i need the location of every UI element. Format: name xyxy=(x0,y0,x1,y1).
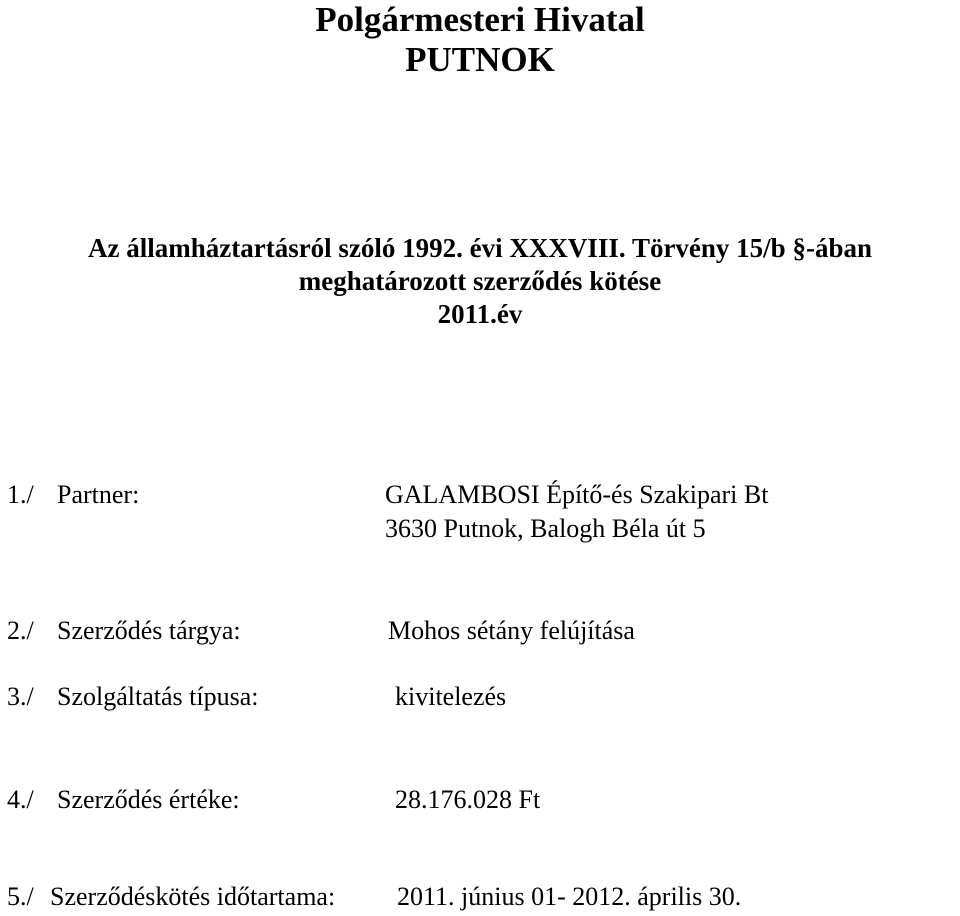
item-number: 4./ xyxy=(7,785,34,814)
item-number: 3./ xyxy=(7,682,34,711)
item-label: Szolgáltatás típusa: xyxy=(57,682,259,711)
item-value: 28.176.028 Ft xyxy=(395,785,541,814)
item-label: Szerződéskötés időtartama: xyxy=(50,882,336,911)
item-value: 2011. június 01- 2012. április 30. xyxy=(397,882,742,911)
item-label: Partner: xyxy=(57,480,140,509)
item-value: kivitelezés xyxy=(395,682,507,711)
item-number: 1./ xyxy=(7,480,34,509)
town-title: PUTNOK xyxy=(405,40,555,79)
item-label: Szerződés tárgya: xyxy=(57,616,241,645)
office-title: Polgármesteri Hivatal xyxy=(315,0,645,39)
item-value: Mohos sétány felújítása xyxy=(388,616,635,645)
subject-line-1: Az államháztartásról szóló 1992. évi XXXVIII. Törvény 15/b §-ában xyxy=(88,233,872,263)
item-value: GALAMBOSI Építő-és Szakipari Bt xyxy=(385,480,769,509)
subject-line-2: meghatározott szerződés kötése xyxy=(298,266,662,296)
item-value-address: 3630 Putnok, Balogh Béla út 5 xyxy=(385,514,706,543)
subject-year: 2011.év xyxy=(437,299,523,329)
item-number: 5./ xyxy=(7,882,34,911)
item-label: Szerződés értéke: xyxy=(57,785,240,814)
item-number: 2./ xyxy=(7,616,34,645)
